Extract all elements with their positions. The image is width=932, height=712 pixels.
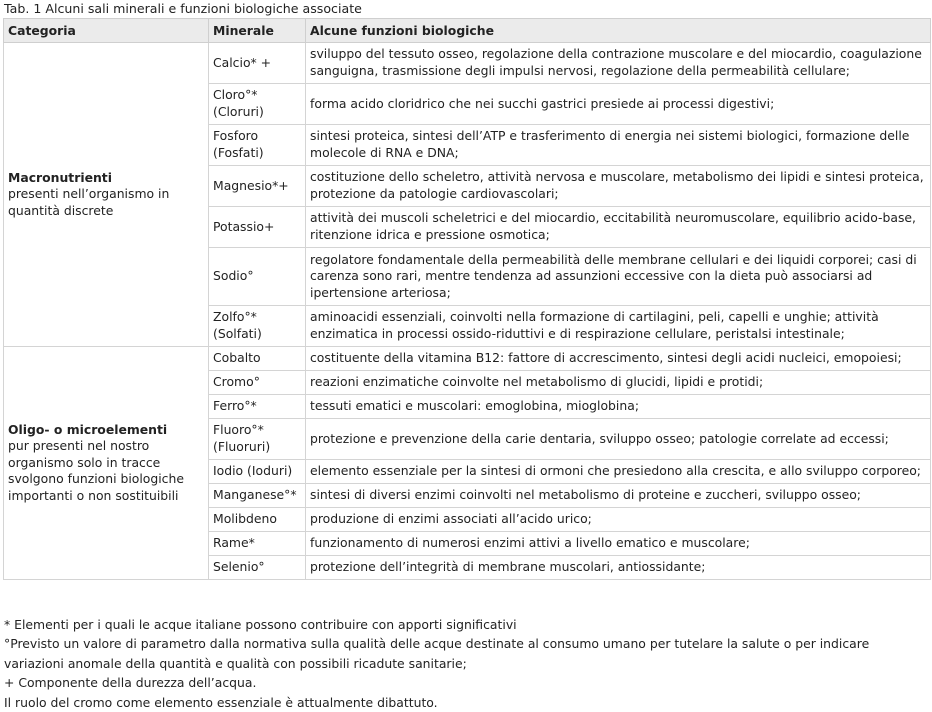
function-cell: costituente della vitamina B12: fattore di accrescimento, sintesi degli acidi nucleici, emopoiesi; — [306, 347, 931, 371]
category-title: Oligo- o microelementi — [8, 421, 168, 437]
footnote-asterisk: * Elementi per i quali le acque italiane possono contribuire con apporti significativi — [4, 617, 517, 632]
footnote-cromo: Il ruolo del cromo come elemento essenziale è attualmente dibattuto. — [4, 694, 438, 710]
category-title: Macronutrienti — [8, 169, 112, 185]
category-description: presenti nell’organismo in quantità discrete — [8, 186, 170, 218]
mineral-cell: Cromo° — [209, 371, 306, 395]
mineral-cell: Sodio° — [209, 248, 306, 306]
mineral-cell: Molibdeno — [209, 508, 306, 532]
footnote-degree: °Previsto un valore di parametro dalla normativa sulla qualità delle acque destinate al consumo umano per tutelare la salute o per indicare variazioni anomale della quantità e qualità con possibili ricadute sanitarie; — [4, 636, 870, 671]
function-cell: forma acido cloridrico che nei succhi gastrici presiede ai processi digestivi; — [306, 84, 931, 125]
function-cell: protezione dell’integrità di membrane muscolari, antiossidante; — [306, 556, 931, 580]
table-row — [4, 347, 931, 371]
function-cell: reazioni enzimatiche coinvolte nel metabolismo di glucidi, lipidi e protidi; — [306, 371, 931, 395]
function-cell: attività dei muscoli scheletrici e del miocardio, eccitabilità neuromuscolare, equilibrio acido-base, ritenzione idrica e pressione osmotica; — [306, 207, 931, 248]
function-cell: sintesi di diversi enzimi coinvolti nel metabolismo di proteine e zuccheri, sviluppo osseo; — [306, 484, 931, 508]
mineral-cell: Cobalto — [209, 347, 306, 371]
header-minerale: Minerale — [209, 19, 306, 43]
table-caption: Tab. 1 Alcuni sali minerali e funzioni biologiche associate — [4, 1, 362, 16]
mineral-cell: Manganese°* — [209, 484, 306, 508]
function-cell: elemento essenziale per la sintesi di ormoni che presiedono alla crescita, e allo sviluppo corporeo; — [306, 460, 931, 484]
category-description: pur presenti nel nostro organismo solo in tracce svolgono funzioni biologiche importanti o non sostituibili — [8, 438, 184, 503]
mineral-cell: Rame* — [209, 532, 306, 556]
header-funzioni: Alcune funzioni biologiche — [306, 19, 931, 43]
function-cell: aminoacidi essenziali, coinvolti nella formazione di cartilagini, peli, capelli e unghie; attività enzimatica in processi ossido-riduttivi e di respirazione cellulare, peristalsi intestinale; — [306, 306, 931, 347]
mineral-cell: Magnesio*+ — [209, 166, 306, 207]
function-cell: tessuti ematici e muscolari: emoglobina, mioglobina; — [306, 395, 931, 419]
function-cell: sviluppo del tessuto osseo, regolazione della contrazione muscolare e del miocardio, coagulazione sanguigna, trasmissione degli impulsi nervosi, regolazione della permeabilità cellulare; — [306, 43, 931, 84]
function-cell: sintesi proteica, sintesi dell’ATP e trasferimento di energia nei sistemi biologici, formazione delle molecole di RNA e DNA; — [306, 125, 931, 166]
mineral-cell: Iodio (Ioduri) — [209, 460, 306, 484]
footnote-plus: + Componente della durezza dell’acqua. — [4, 675, 257, 691]
mineral-cell: Zolfo°* (Solfati) — [209, 306, 306, 347]
function-cell: protezione e prevenzione della carie dentaria, sviluppo osseo; patologie correlate ad eccessi; — [306, 419, 931, 460]
function-cell: regolatore fondamentale della permeabilità delle membrane cellulari e dei liquidi corporei; casi di carenza sono rari, mentre tendenza ad assunzioni eccessive con la dieta può associarsi ad ipertensione arteriosa; — [306, 248, 931, 306]
header-row — [4, 19, 931, 43]
category-cell-macronutrienti — [4, 43, 209, 347]
footnotes — [4, 615, 924, 712]
function-cell: costituzione dello scheletro, attività nervosa e muscolare, metabolismo dei lipidi e sintesi proteica, protezione da patologie cardiovascolari; — [306, 166, 931, 207]
mineral-cell: Cloro°* (Cloruri) — [209, 84, 306, 125]
mineral-cell: Selenio° — [209, 556, 306, 580]
function-cell: produzione di enzimi associati all’acido urico; — [306, 508, 931, 532]
mineral-cell: Potassio+ — [209, 207, 306, 248]
mineral-cell: Ferro°* — [209, 395, 306, 419]
category-cell-oligoelementi — [4, 347, 209, 580]
mineral-cell: Fosforo (Fosfati) — [209, 125, 306, 166]
function-cell: funzionamento di numerosi enzimi attivi a livello ematico e muscolare; — [306, 532, 931, 556]
mineral-cell: Fluoro°* (Fluoruri) — [209, 419, 306, 460]
minerals-table — [3, 18, 931, 580]
table-row — [4, 43, 931, 84]
header-categoria: Categoria — [4, 19, 209, 43]
mineral-cell: Calcio* + — [209, 43, 306, 84]
